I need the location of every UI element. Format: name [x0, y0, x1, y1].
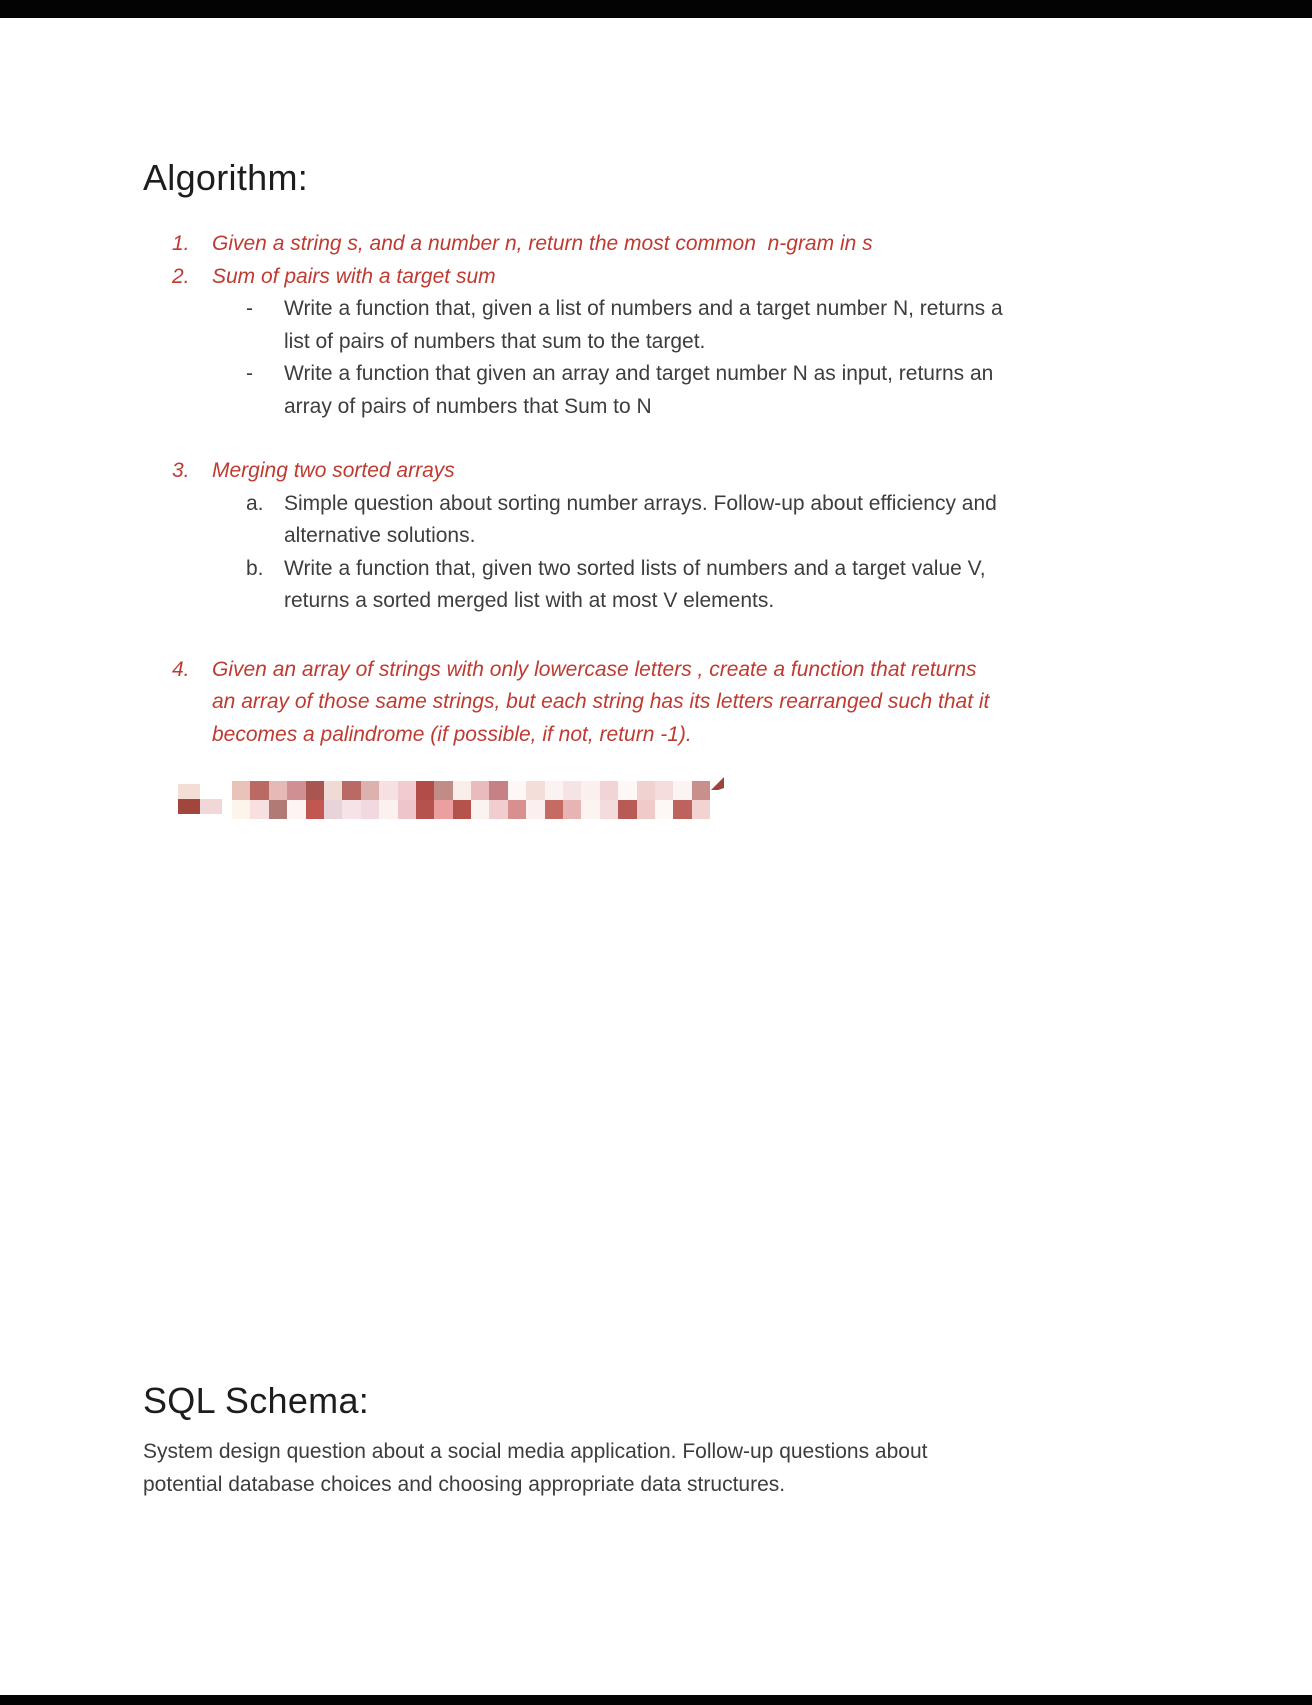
sub-list-item — [246, 293, 1212, 358]
list-marker: 4. — [172, 657, 190, 681]
bottom-letterbox-bar — [0, 1695, 1312, 1705]
sub-list-marker: b. — [246, 556, 264, 580]
sql-schema-paragraph — [143, 1436, 1212, 1501]
algorithm-heading: Algorithm: — [143, 157, 309, 198]
sub-item-line: Write a function that, given two sorted lists of numbers and a target value V, — [284, 556, 986, 580]
list-item-4 — [143, 654, 1212, 752]
sub-item-line: Write a function that, given a list of numbers and a target number N, returns a — [284, 297, 1003, 320]
sub-list-item — [246, 358, 1212, 423]
list-item-text: Given a string s, and a number n, return the most common n-gram in s — [212, 232, 873, 255]
sub-item-line: array of pairs of numbers that Sum to N — [284, 394, 652, 418]
sub-list-marker: - — [246, 297, 253, 320]
sub-item-line: list of pairs of numbers that sum to the target. — [284, 329, 706, 353]
list-item-text: an array of those same strings, but each string has its letters rearranged such that it — [212, 690, 990, 713]
sub-item-line: Write a function that given an array and target number N as input, returns an — [284, 362, 994, 385]
list-item-2 — [143, 261, 1212, 424]
list-marker: 2. — [172, 264, 190, 288]
paragraph-line: System design question about a social media application. Follow-up questions about — [143, 1440, 928, 1463]
paragraph-line: potential database choices and choosing appropriate data structures. — [143, 1472, 786, 1496]
algorithm-list — [143, 228, 1212, 751]
sub-list-marker: - — [246, 362, 253, 385]
list-item-1 — [143, 228, 1212, 261]
sql-schema-heading: SQL Schema: — [143, 1380, 370, 1421]
redacted-mosaic — [232, 781, 710, 819]
sub-item-line: returns a sorted merged list with at most V elements. — [284, 589, 775, 612]
list-item-text: Merging two sorted arrays — [212, 459, 455, 482]
sub-list-item — [246, 553, 1212, 618]
cursor-arrow-icon — [711, 777, 724, 790]
list-marker: 1. — [172, 232, 190, 255]
redacted-cluster — [178, 781, 222, 814]
list-item-3 — [143, 455, 1212, 618]
list-marker: 3. — [172, 459, 190, 482]
list-item-text: becomes a palindrome (if possible, if not, return -1). — [212, 722, 692, 746]
list-item-text: Sum of pairs with a target sum — [212, 264, 496, 288]
list-item-text: Given an array of strings with only lowercase letters , create a function that returns — [212, 657, 977, 681]
sub-list-item — [246, 488, 1212, 553]
redacted-text-region — [178, 781, 714, 821]
sub-list-marker: a. — [246, 491, 264, 515]
sub-item-line: Simple question about sorting number arrays. Follow-up about efficiency and — [284, 491, 997, 515]
sub-item-line: alternative solutions. — [284, 524, 476, 547]
